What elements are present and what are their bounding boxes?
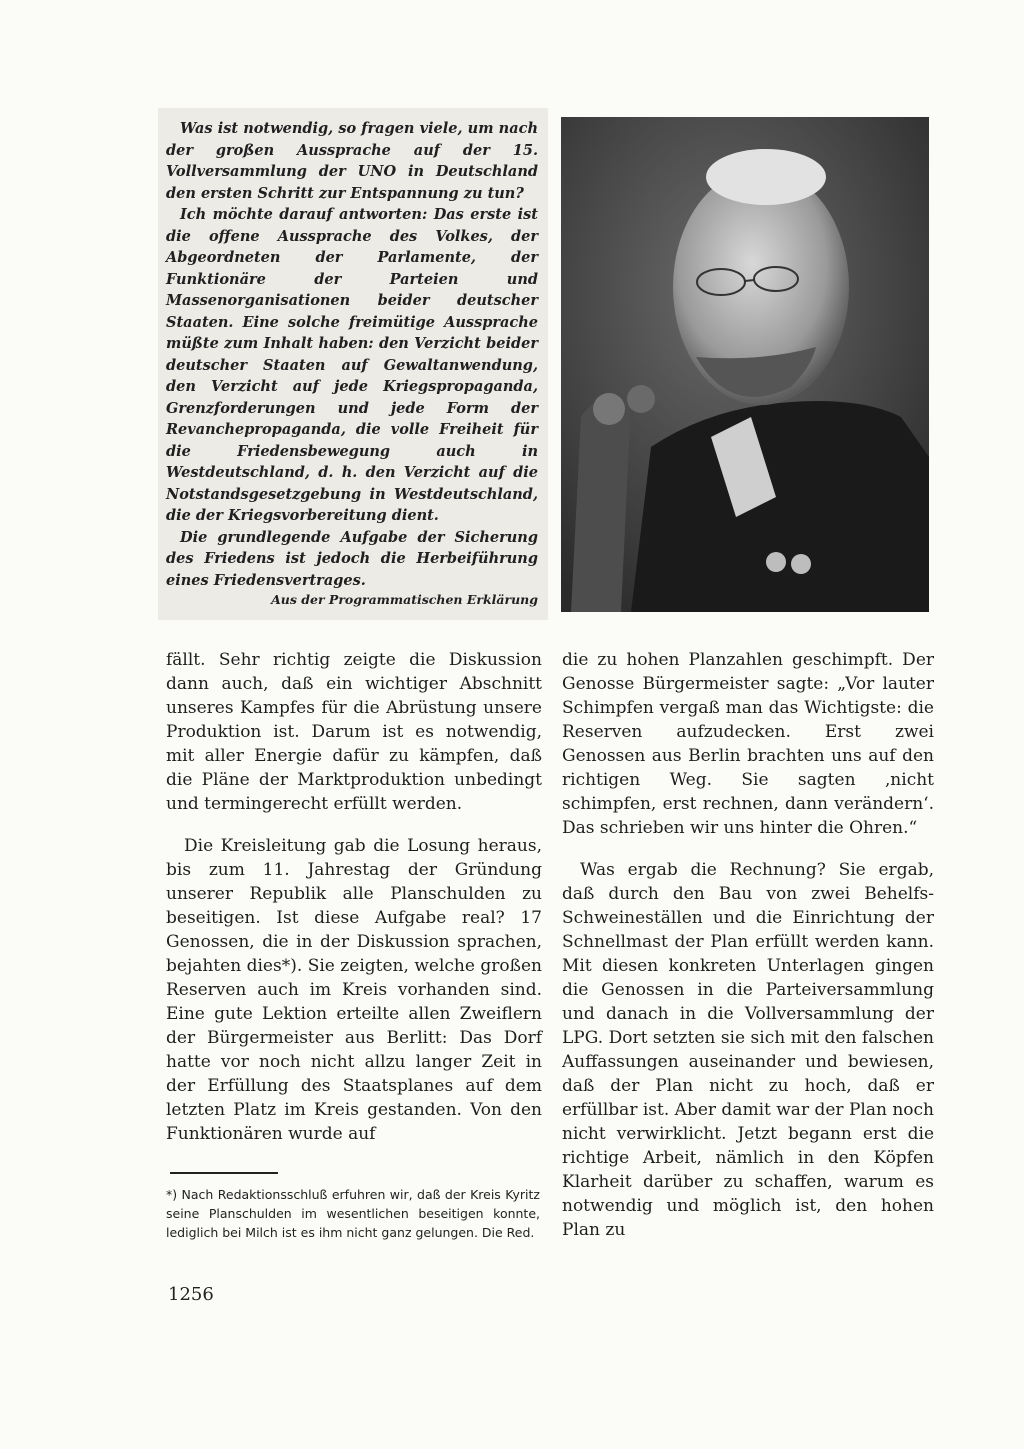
quote-text: [166, 118, 538, 591]
quote-paragraph: Was ist notwendig, so fragen viele, um nach der großen Aussprache auf der 15. Vollversammlung der UNO in Deutschland den ersten Schritt zur Entspannung zu tun?: [166, 120, 538, 202]
right-column: [562, 648, 934, 1260]
quote-box: [158, 108, 548, 620]
portrait-photo: [561, 117, 929, 612]
left-column: [166, 648, 542, 1164]
quote-paragraph: Die grundlegende Aufgabe der Sicherung des Friedens ist jedoch die Herbeiführung eines Friedensvertrages.: [166, 528, 538, 589]
page-number: 1256: [168, 1284, 214, 1305]
portrait-image: [561, 117, 929, 612]
body-paragraph: die zu hohen Planzahlen geschimpft. Der Genosse Bürgermeister sagte: „Vor lauter Schimpfen vergaß man das Wichtigste: die Reserven aufzudecken. Erst zwei Genossen aus Berlin brachten uns auf den richtigen Weg. Sie sagten ‚nicht schimpfen, erst rechnen, dann verändern‘. Das schrieben wir uns hinter die Ohren.“: [562, 650, 934, 838]
quote-paragraph: Ich möchte darauf antworten: Das erste ist die offene Aussprache des Volkes, der Abgeordneten der Parlamente, der Funktionäre der Parteien und Massenorganisationen beider deutscher Staaten. Eine solche freimütige Aussprache müßte zum Inhalt haben: den Verzicht beider deutscher Staaten auf Gewaltanwendung, den Verzicht auf jede Kriegspropaganda, Grenzforderungen und jede Form der Revanchepropaganda, die volle Freiheit für die Friedensbewegung auch in Westdeutschland, d. h. den Verzicht auf die Notstandsgesetzgebung in Westdeutschland, die der Kriegsvorbereitung dient.: [166, 206, 538, 524]
footnote: *) Nach Redaktionsschluß erfuhren wir, daß der Kreis Kyritz seine Planschulden im wesentlichen beseitigen konnte, lediglich bei Milch ist es ihm nicht ganz gelungen. Die Red.: [166, 1187, 540, 1240]
footnote-divider: [170, 1172, 278, 1174]
body-paragraph: Die Kreisleitung gab die Losung heraus, bis zum 11. Jahrestag der Gründung unserer Republik alle Planschulden zu beseitigen. Ist diese Aufgabe real? 17 Genossen, die in der Diskussion sprachen, bejahten dies*). Sie zeigten, welche großen Reserven auch im Kreis vorhanden sind. Eine gute Lektion erteilte allen Zweiflern der Bürgermeister aus Berlitt: Das Dorf hatte vor noch nicht allzu langer Zeit in der Erfüllung des Staatsplanes auf dem letzten Platz im Kreis gestanden. Von den Funktionären wurde auf: [166, 836, 542, 1144]
body-paragraph: Was ergab die Rechnung? Sie ergab, daß durch den Bau von zwei Behelfs-Schweineställen und die Einrichtung der Schnellmast der Plan erfüllt werden kann. Mit diesen konkreten Unterlagen gingen die Genossen in die Parteiversammlung und danach in die Vollversammlung der LPG. Dort setzten sie sich mit den falschen Auffassungen auseinander und bewiesen, daß der Plan nicht zu hoch, daß er erfüllbar ist. Aber damit war der Plan noch nicht verwirklicht. Jetzt begann erst die richtige Arbeit, nämlich in den Köpfen Klarheit darüber zu schaffen, warum es notwendig und möglich ist, den hohen Plan zu: [562, 860, 934, 1240]
body-paragraph: fällt. Sehr richtig zeigte die Diskussion dann auch, daß ein wichtiger Abschnitt unseres Kampfes für die Abrüstung unsere Produktion ist. Darum ist es notwendig, mit aller Energie dafür zu kämpfen, daß die Pläne der Marktproduktion unbedingt und termingerecht erfüllt werden.: [166, 650, 542, 814]
quote-source: Aus der Programmatischen Erklärung: [271, 592, 538, 607]
